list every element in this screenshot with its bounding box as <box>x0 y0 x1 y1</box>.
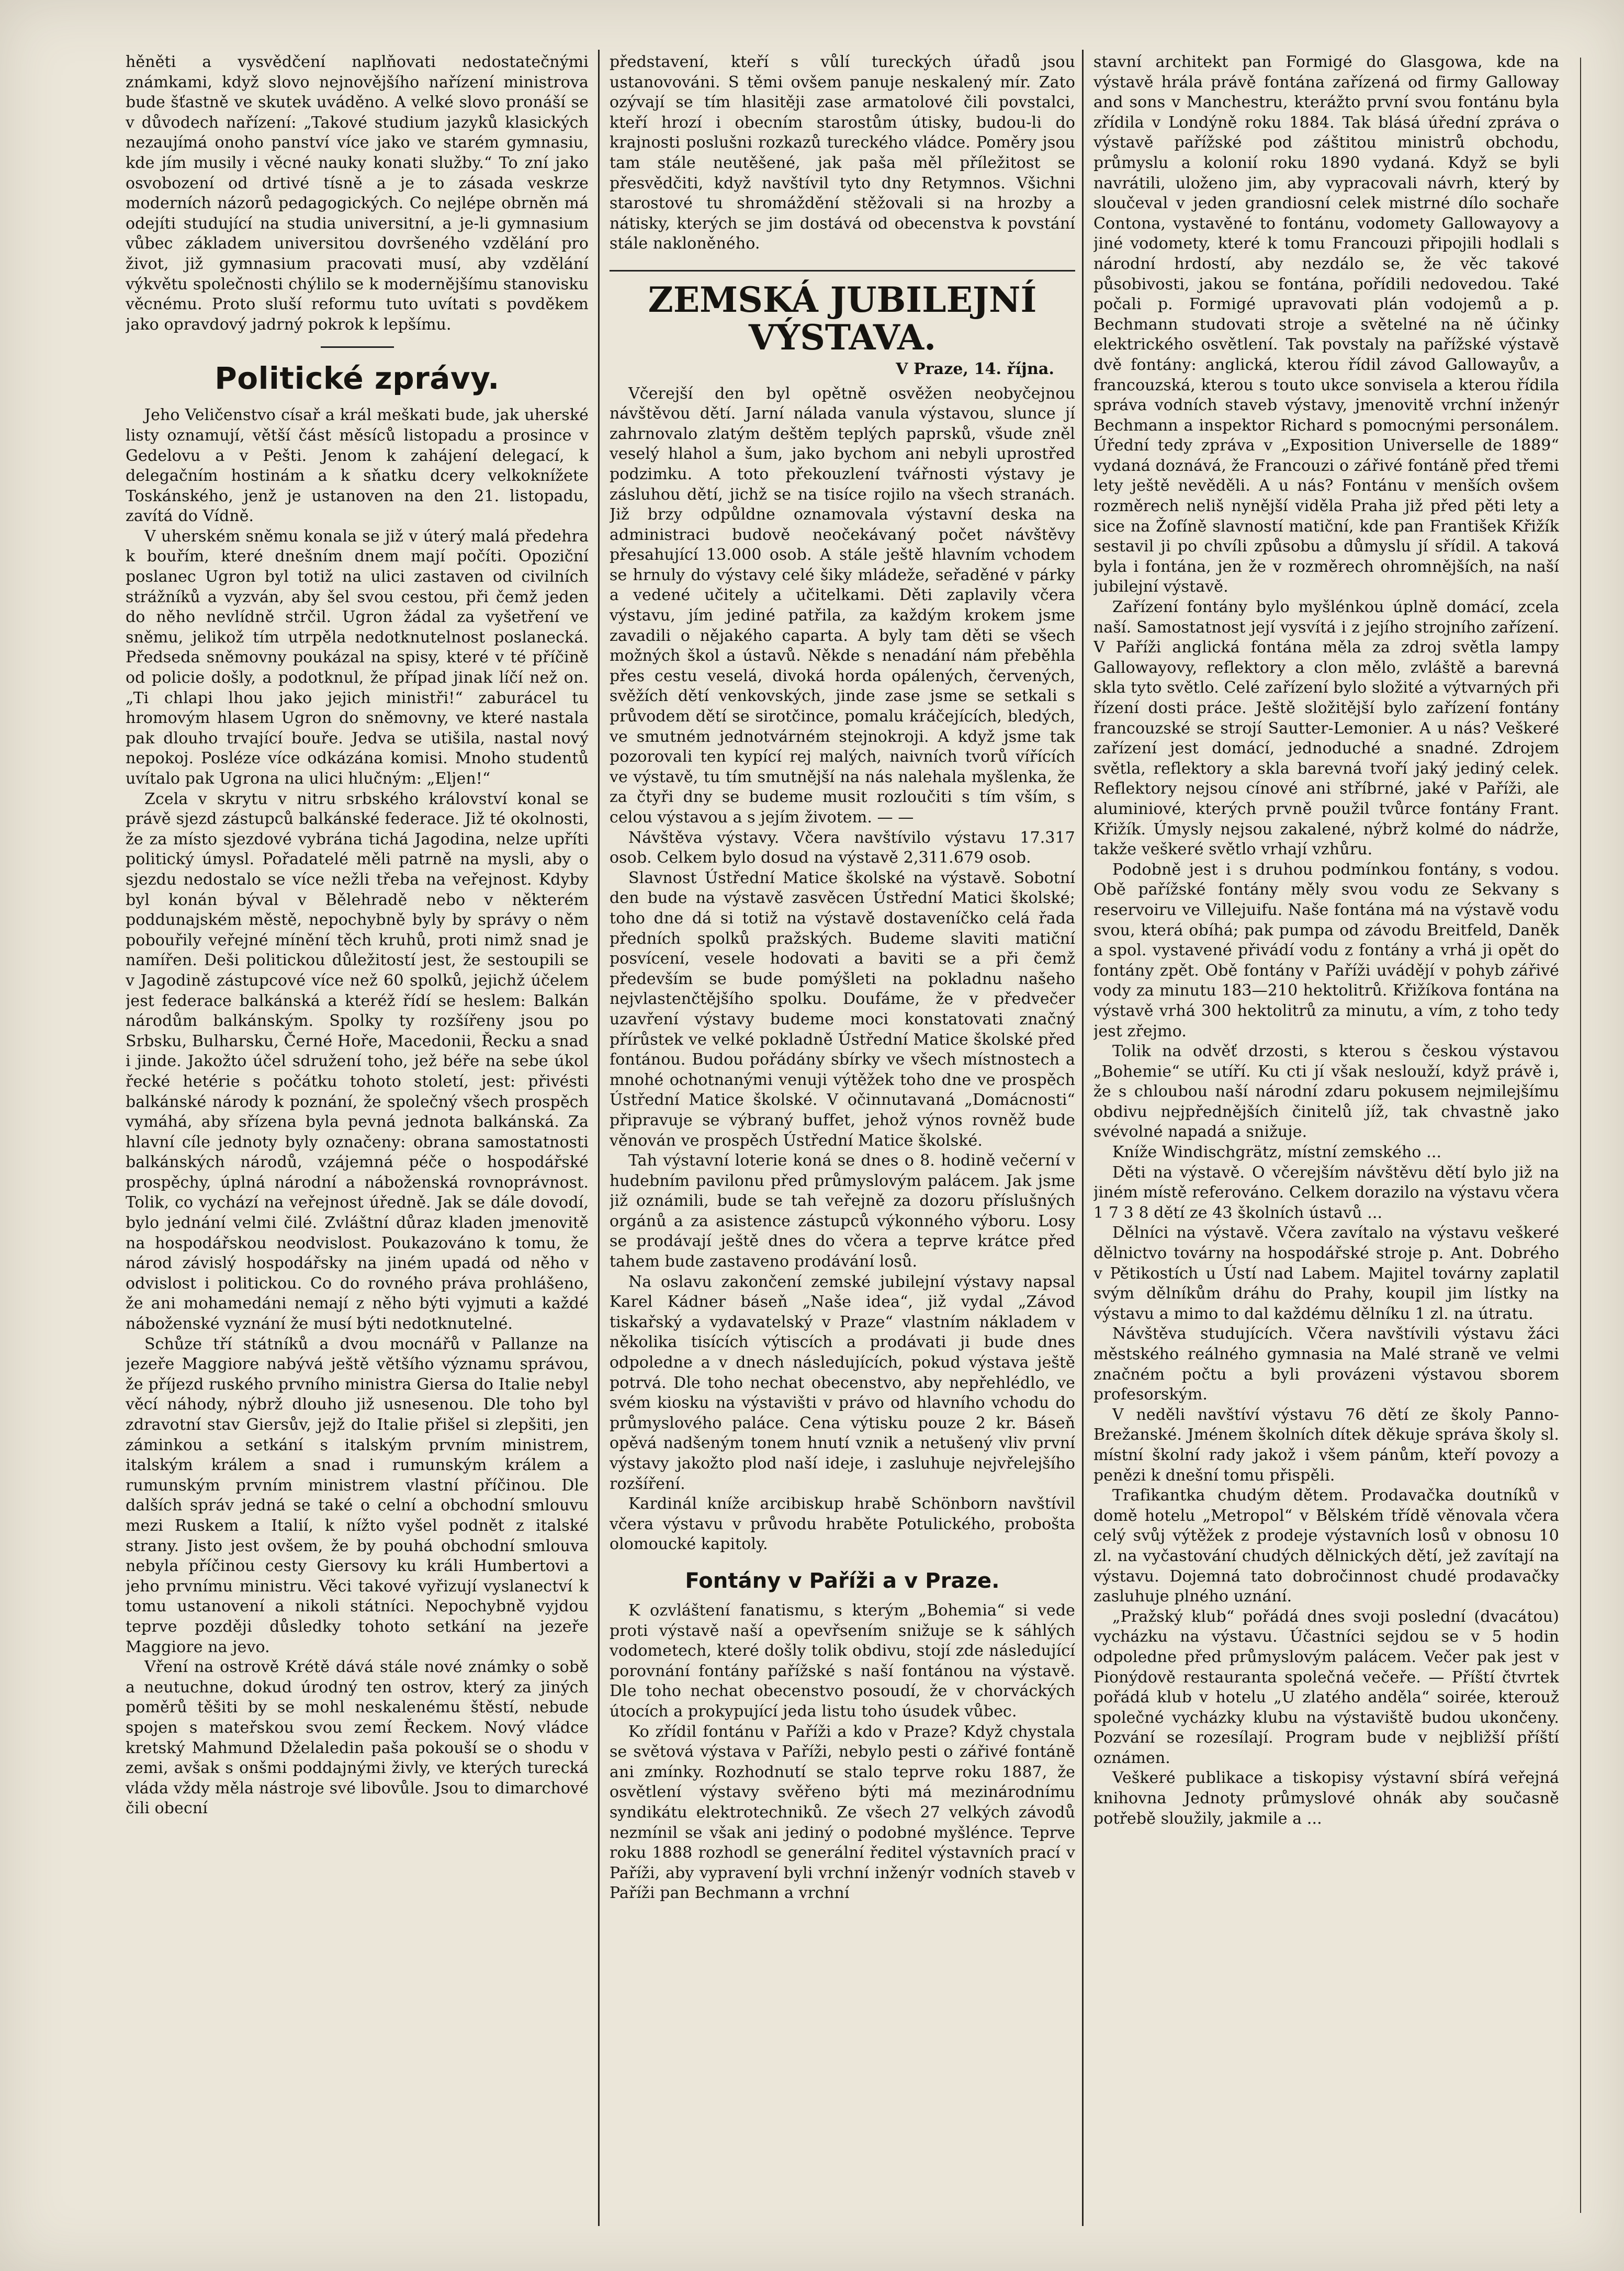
article-paragraph: Tolik na odvěť drzosti, s kterou s českou výstavou „Bohemie“ se utíří. Ku cti jí však neslouží, když právě i, že s chloubou naší národní zdaru pokusem nejmilejšímu obdivu nejpřednějších činitelů jíž, tak chvastně jako svévolné napadá a snižuje. <box>1093 1042 1559 1142</box>
column-divider-2 <box>1082 50 1084 2226</box>
article-paragraph: Vření na ostrově Krétě dává stále nové známky o sobě a neutuchne, dokud úrodný ten ostrov, který za jiných poměrů těšiti by se mohl neskalenému štěstí, nebude spojen s mateřskou svou zemí Řeckem. Nový vládce kretský Mahmund Dželaledin paša pokouší se o shodu v zemi, avšak s onšmi poddajnými živly, ve kterých turecká vláda vždy měla nástroje své libovůle. Jsou to dimarchové čili obecní <box>126 1658 589 1818</box>
news-item: Děti na výstavě. O včerejším návštěvu dětí bylo již na jiném místě referováno. Celkem dorazilo na výstavu včera 1 7 3 8 dětí ze 43 školních ústavů ... <box>1093 1163 1559 1222</box>
article-paragraph: Schůze tří státníků a dvou mocnářů v Pallanze na jezeře Maggiore nabývá ještě většího významu správou, že příjezd ruského prvního ministra Giersa do Italie nebyl věcí náhody, nýbrž dlouho již usnesenou. Dle toho byl zdravotní stav Giersův, jejž do Italie přišel si zlepšiti, jen záminkou a setkání s italským prvním ministrem, italským králem a snad i rumunským králem a rumunským prvním ministrem vlastní příčinou. Dle dalších správ jedná se také o celní a obchodní smlouvu mezi Ruskem a Italií, k nížto vyšel podnět z italské strany. Jisto jest ovšem, že by pouhá obchodní smlouva nebyla příčinou cesty Giersovy ku králi Humbertovi a jeho prvnímu ministru. Věci takové vyřizují vyslanectví k tomu ustanovení a nikoli státníci. Nepochybně vyjdou teprve později důsledky tohoto setkání na jezeře Maggiore na jevo. <box>126 1335 589 1656</box>
subheading-fountains: Fontány v Paříži a v Praze. <box>685 1568 1000 1593</box>
news-item: Návštěva výstavy. Včera navštívilo výstavu 17.317 osob. Celkem bylo dosud na výstavě 2,311.679 osob. <box>610 828 1075 867</box>
article-paragraph: Ko zřídil fontánu v Paříži a kdo v Praze? Když chystala se světová výstava v Paříži, nebylo pesti o zářivé fontáně ani zmínky. Rozhodnutí se stalo teprve roku 1887, že osvětlení výstavy svěřeno býti má mezinárodnímu syndikátu elektrotechniků. Ze všech 27 velkých závodů nezmínil se však ani jediný o podobné myšlénce. Teprve roku 1888 rozhodl se generální ředitel výstavních prací v Paříži, aby vypravení byli vrchní inženýr vodních staveb v Paříži pan Bechmann a vrchní <box>610 1722 1075 1903</box>
news-item: Dělníci na výstavě. Včera zavítalo na výstavu veškeré dělnictvo továrny na hospodářské stroje p. Ant. Dobrého v Pětikostích u Ústí nad Labem. Majitel továrny zaplatil svým dělníkům dráhu do Prahy, koupil jim lístky na výstavu a mimo to dal každému dělníku 1 zl. na útratu. <box>1093 1224 1559 1323</box>
column-3 <box>1093 52 1559 2229</box>
section-heading-politics: Politické zprávy. <box>215 360 500 397</box>
news-item: Trafikantka chudým dětem. Prodavačka doutníků v domě hotelu „Metropol“ v Bělském třídě věnovala včera celý svůj výtěžek z prodeje výstavních losů v obnosu 10 zl. na vyčastování chudých dělnických dětí, jež zavítají na výstavu. Dojemná tato dobročinnost chudé prodavačky zasluhuje plného uznání. <box>1093 1486 1559 1606</box>
article-paragraph: V uherském sněmu konala se již v úterý malá předehra k bouřím, které dnešním dnem mají počíti. Opoziční poslanec Ugron byl totiž na ulici zastaven od civilních strážníků a vyzván, aby šel svou cestou, při čemž jeden do něho nevlídně strčil. Ugron žádal za vyšetření ve sněmu, jelikož tím utrpěla nedotknutelnost poslanecká. Předseda sněmovny poukázal na spisy, které v té příčině od policie došly, a podotknul, že případ jinak líčí než on. „Ti chlapi lhou jako jejich ministři!“ zaburácel tu hromovým hlasem Ugron do sněmovny, ve které nastala pak dlouho trvající bouře. Jedva se utišila, nastal nový nepokoj. Posléze více odkázána komisi. Mnoho studentů uvítalo pak Ugrona na ulici hlučným: „Eljen!“ <box>126 527 589 788</box>
column-1 <box>126 52 589 2229</box>
news-item: V neděli navštíví výstavu 76 dětí ze školy Panno-Brežanské. Jménem školních dítek děkuje správa školy sl. místní školní rady jakož i všem pánům, kteří povozy a penězi k dnešní tomu přispěli. <box>1093 1405 1559 1485</box>
section-heading-exhibition: ZEMSKÁ JUBILEJNÍ VÝSTAVA. <box>610 270 1075 356</box>
article-paragraph: K ozvláštení fanatismu, s kterým „Bohemia“ si vede proti výstavě naší a opevřsením snižuje se k sáhlých vodometech, které došly tolik obdivu, stojí zde následující porovnání fontány pařížské s naší fontánou na výstavě. Dle toho nechat obecenstvo posoudí, že v chorváckých útocích a prokypující jeda listu toho úsudek vůbec. <box>610 1601 1075 1721</box>
column-2 <box>610 52 1075 2229</box>
article-paragraph: Zcela v skrytu v nitru srbského království konal se právě sjezd zástupců balkánské federace. Již té okolnosti, že za místo sjezdové vybrána tichá Jagodina, nelze upříti politický úmysl. Pořadatelé měli patrně na mysli, aby o sjezdu nedostalo se více nežli třeba na veřejnost. Kdyby byl konán býval v Bělehradě nebo v některém poddunajském městě, nepochybně byly by správy o něm pobouřily veřejné mínění těch kruhů, proti nimž snad je namířen. Deši politickou důležitostí jest, že sestoupili se v Jagodině zástupcové více než 60 spolků, jejichž účelem jest federace balkánská a kteréž řídí se heslem: Balkán národům balkánským. Spolky ty rozšířeny jsou po Srbsku, Bulharsku, Černé Hoře, Macedonii, Řecku a snad i jinde. Jakožto účel sdružení toho, jež béře na sebe úkol řecké hetérie s počátku tohoto století, jest: přivésti balkánské národy k poznání, že společný všech prospěch vymáhá, aby sřízena byla pevná jednota balkánská. Za hlavní cíle jednoty byly označeny: obrana samostatnosti balkánských národů, vzájemná péče o hospodářské prospěchy, úplná národní a náboženská rovnoprávnost. Tolik, co vychází na veřejnost úředně. Jak se dále dovodí, bylo jednání velmi čilé. Zvláštní důraz kladen jmenovitě na hospodářskou neodvislost. Poukazováno k tomu, že národ závislý hospodářsky na jiném upadá od něho v odvislost i politickou. Co do rovného práva prohlášeno, že ani mohamedáni nemají z něho býti vyjmuti a každé náboženské vyznání že musí býti nedotknutelné. <box>126 789 589 1334</box>
article-paragraph: Podobně jest i s druhou podmínkou fontány, s vodou. Obě pařížské fontány měly svou vodu ze Sekvany s reservoiru ve Villejuifu. Naše fontána má na výstavě vodu svou, která obíhá; pak pumpa od závodu Breitfeld, Daněk a spol. vystavené přivádí vodu z fontány a vrhá ji opět do fontány zpět. Obě fontány v Paříži uvádějí v pohyb zářivé vody za minutu 183—210 hektolitrů. Křižíkova fontána na výstavě vrhá 300 hektolitrů za minutu, a vím, z toho tedy jest zřejmo. <box>1093 860 1559 1041</box>
page-edge-rule <box>1580 58 1581 2213</box>
article-paragraph: představení, kteří s vůlí tureckých úřadů jsou ustanovováni. S těmi ovšem panuje neskalený mír. Zato ozývají se tím hlasitěji zase armatolové čili povstalci, kteří hrozí i obecním starostům útisky, budou-li do krajnosti poslušni rozkazů tureckého vládce. Poměry jsou tam stále neutěšené, jak paša měl příležitost se přesvědčiti, když navštívil tyto dny Retymnos. Všichni starostové tu shromáždění stěžovali si na hrozby a nátisky, kterých se jim dostává od obecenstva k povstání stále nakloněného. <box>610 53 1075 253</box>
news-item: Kardinál kníže arcibiskup hrabě Schönborn navštívil včera výstavu v průvodu hraběte Potulického, probošta olomoucké kapitoly. <box>610 1495 1075 1554</box>
news-item: Na oslavu zakončení zemské jubilejní výstavy napsal Karel Kádner báseň „Naše idea“, již vydal „Závod tiskařský a vydavatelský v Praze“ vlastním nákladem v několika tisících výtiscích a prodávati ji bude dnes odpoledne a v dnech následujících, pokud výstava ještě potrvá. Dle toho nechat obecenstvo, aby nepřehlédlo, ve svém kiosku na výstavišti v právo od hlavního vchodu do průmyslového paláce. Cena výtisku pouze 2 kr. Báseň opěvá nadšeným tonem hnutí vznik a netušený vliv první výstavy jakožto plod naší ideje, i zasluhuje nejvřelejšího rozšíření. <box>610 1272 1075 1493</box>
article-paragraph: stavní architekt pan Formigé do Glasgowa, kde na výstavě hrála právě fontána zařízená od firmy Galloway and sons v Manchestru, kterážto první svou fontánu byla zřídila v Londýně roku 1884. Tak blásá úřední zpráva o výstavě pařížské pod záštitou ministrů obchodu, průmyslu a kolonií roku 1890 vydaná. Když se byli navrátili, uloženo jim, aby vypracovali návrh, který by sloučeval v jeden grandiosní celek mistrné dílo sochaře Contona, vystavěné to fontánu, vodomety Gallowayovy a jiné vodomety, které k tomu Francouzi připojili hodlali s národní hrdostí, aby nezdálo se, že věc takové působivosti, jakou se fontána, pořídili nedovedou. Také počali p. Formigé upravovati plán vodojemů a p. Bechmann studovati stroje a světelné na ně účinky elektrického osvětlení. Tak povstaly na pařížské výstavě dvě fontány: anglická, kterou řídil závod Gallowayův, a francouzská, kterou s touto ukce sonvisela a kterou řídila správa vodních staveb výstavy, jmenovitě vrchní inženýr Bechmann a inspektor Richard s pomocnými personálem. Úřední tedy zpráva v „Exposition Universelle de 1889“ vydaná doznává, že Francouzi o zářivé fontáně před třemi lety ještě nevěděli. A u nás? Fontánu v menších ovšem rozměrech neliš nynější viděla Praha již před pěti lety a sice na Žofíně slavností matiční, kde pan František Křižík sestavil ji po chvíli způsobu a důmyslu jí sřídil. A taková byla i fontána, jen že v rozměrech ohromnějších, na naší jubilejní výstavě. <box>1093 53 1559 596</box>
news-item: „Pražský klub“ pořádá dnes svoji poslední (dvacátou) vycházku na výstavu. Účastníci sejdou se v 5 hodin odpoledne před průmyslovým palácem. Večer pak jest v Pionýdově restauranta společná večeře. — Příští čtvrtek pořádá klub v hotelu „U zlatého anděla“ soirée, kterouž společné vycházky klubu na výstaviště budou ukončeny. Pozvání se rozesílají. Program bude v nejbližší příští oznámen. <box>1093 1607 1559 1767</box>
separator-rule <box>321 346 394 348</box>
article-paragraph: hěněti a vysvědčení naplňovati nedostatečnými známkami, když slovo nejnovějšího nařízení ministrova bude šťastně ve skutek uváděno. A velké slovo pronáší se v důvodech nařízení: „Takové studium jazyků klasických nezaujímá onoho panství více jako ve starém gymnasiu, kde jím musily i věcné nauky konati služby.“ To zní jako osvobození od drtivé tísně a je to zásada veskrze moderních názorů pedagogických. Co nejlépe obrněn má odejíti studující na studia universitní, a je-li gymnasium vůbec základem universitou dovršeného vzdělání pro život, již gymnasium pracovati musí, aby vzdělání výkvětu společnosti chýlilo se k modernějšímu stanovisku věcnému. Proto sluší reformu tuto uvítati s povděkem jako opravdový jadrný pokrok k lepšímu. <box>126 53 589 334</box>
article-paragraph: Zařízení fontány bylo myšlénkou úplně domácí, zcela naší. Samostatnost její vysvítá i z jejího strojního zařízení. V Paříži anglická fontána měla za zdroj světla lampy Gallowayovy, reflektory a clon mělo, zvláště a barevná skla tyto světlo. Celé zařízení bylo složité a výtvarných při řízení dosti práce. Ještě složitější bylo zařízení fontány francouzské se strojí Sautter-Lemonier. A u nás? Veškeré zařízení jest domácí, jednoduché a snadné. Zdrojem světla, reflektory a skla barevná tvoří jaký jediný celek. Reflektory nejsou cínové ani stříbrné, jaké v Paříži, ale aluminiové, kterých prvně použil tvůrce fontány Frant. Křižík. Úmysly nejsou zakalené, nýbrž kolmé do nádrže, takže veškeré světlo vrhají vzhůru. <box>1093 598 1559 859</box>
news-item: Slavnost Ústřední Matice školské na výstavě. Sobotní den bude na výstavě zasvěcen Ústřední Matici školské; toho dne dá si totiž na výstavě dostaveníčko celá řada předních spolků pražských. Budeme slaviti matiční posvícení, vesele hodovati a baviti se a při čemž především se bude pomýšleti na pokladnu našeho nejvlastenčtějšího spolku. Doufáme, že v předvečer uzavření výstavy budeme moci konstatovati značný přírůstek ve velké pokladně Ústřední Matice školské před fontánou. Budou pořádány sbírky ve všech místnostech a mnohé ochotnanými venuji výtěžek toho dne ve prospěch Ústřední Matice školské. V očinnutavaná „Domácnosti“ připravuje se výbraný buffet, jehož výnos rovněž bude věnován ve prospěch Ústřední Matice školské. <box>610 868 1075 1150</box>
column-divider-1 <box>598 50 600 2226</box>
article-paragraph: Včerejší den byl opětně osvěžen neobyčejnou návštěvou dětí. Jarní nálada vanula výstavou, slunce jí zahrnovalo zlatým deštěm teplých paprsků, všude zněl veselý hlahol a šum, jako bychom ani nebyli uprostřed podzimku. A toto překouzlení tvářnosti výstavy je zásluhou dětí, jichž se na tisíce rojilo na všech stranách. Již brzy odpůldne oznamovala výstavní deska na administraci budově neočekávaný počet návštěvy přesahující 13.000 osob. A stále ještě hlavním vchodem se hrnuly do výstavy celé šiky mládeže, seřaděné v párky a vedené učitely a učitelkami. Děti zaplavily včera výstavu, jím jediné patřila, za každým krokem jsme zavadili o nějakého caparta. A byly tam děti se všech možných škol a ústavů. Někde s nenadání nám přeběhla přes cestu veselá, divoká horda opálených, červených, svěžích dětí venkovských, jinde zase jsme se setkali s průvodem dětí se sirotčince, pomalu kráčejících, bledých, ve smutném jednotvárném stejnokroji. A když jsme tak pozorovali ten kypící rej malých, naivních tvorů vířících ve výstavě, tu tím smutnější na nás nalehala myšlenka, že za čtyři dny se budeme musit rozloučiti s tím vším, s celou výstavou a s jejím životem. — — <box>610 384 1075 827</box>
dateline: V Praze, 14. října. <box>896 359 1054 378</box>
news-item: Veškeré publikace a tiskopisy výstavní sbírá veřejná knihovna Jednoty průmyslové ohnák aby současně potřebě sloužily, jakmile a ... <box>1093 1769 1559 1828</box>
news-item: Návštěva studujících. Včera navštívili výstavu žáci městského reálného gymnasia na Malé straně ve velmi značném počtu a byli provázeni výstavou sborem profesorským. <box>1093 1325 1559 1404</box>
news-item: Tah výstavní loterie koná se dnes o 8. hodině večerní v hudebním pavilonu před průmyslovým palácem. Jak jsme již oznámili, bude se tah veřejně za dozoru příslušných orgánů a za asistence zástupců výkonného výboru. Losy se prodávají ještě dnes do včera a teprve krátce před tahem bude zastaveno prodávání losů. <box>610 1151 1075 1271</box>
article-paragraph: Jeho Veličenstvo císař a král meškati bude, jak uherské listy oznamují, větší část měsíců listopadu a prosince v Gedelovu a v Pešti. Jenom k zahájení delegací, k delegačním hostinám a k sňatku dcery velkoknížete Toskánského, jenž je ustanoven na den 21. listopadu, zavítá do Vídně. <box>126 406 589 526</box>
news-item: Kníže Windischgrätz, místní zemského ... <box>1112 1143 1442 1162</box>
